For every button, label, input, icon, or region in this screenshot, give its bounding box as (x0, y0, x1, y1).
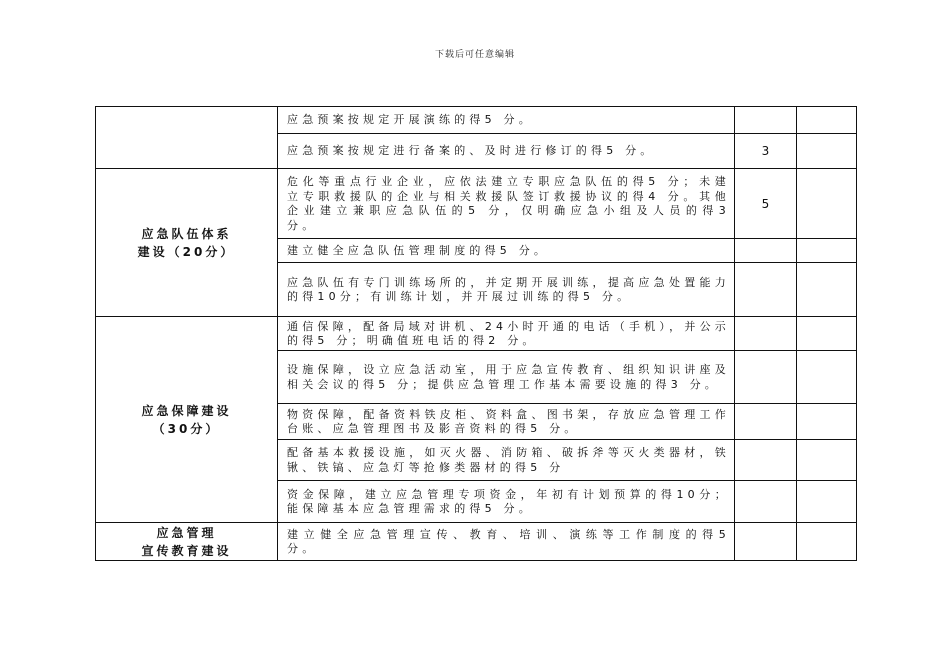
remark-cell (797, 134, 857, 169)
remark-cell (797, 107, 857, 134)
category-cell (96, 169, 278, 317)
criterion-cell: 建立健全应急队伍管理制度的得5 分。 (278, 239, 735, 263)
remark-cell (797, 523, 857, 561)
score-cell (735, 440, 797, 481)
category-line: 应急保障建设 (141, 403, 232, 418)
category-line: （30分） (152, 421, 221, 436)
remark-cell (797, 481, 857, 523)
score-cell (735, 107, 797, 134)
table-row (96, 107, 857, 134)
remark-cell (797, 317, 857, 351)
criterion-cell: 通信保障，配备局域对讲机、24小时开通的电话（手机），并公示的得5 分；明确值班电话的得2 分。 (278, 317, 735, 351)
remark-cell (797, 404, 857, 440)
score-cell (735, 239, 797, 263)
table-row (96, 317, 857, 351)
remark-cell (797, 169, 857, 239)
score-cell (735, 523, 797, 561)
page-header-note: 下载后可任意编辑 (434, 50, 515, 60)
category-cell (96, 523, 278, 561)
score-cell (735, 317, 797, 351)
remark-cell (797, 239, 857, 263)
category-cell (96, 317, 278, 523)
criterion-cell: 设施保障，设立应急活动室，用于应急宣传教育、组织知识讲座及相关会议的得5 分；提供应急管理工作基本需要设施的得3 分。 (278, 351, 735, 404)
category-line: 宣传教育建设 (141, 543, 232, 558)
criterion-cell: 应急队伍有专门训练场所的，并定期开展训练，提高应急处置能力的得10分；有训练计划，并开展过训练的得5 分。 (278, 263, 735, 317)
remark-cell (797, 263, 857, 317)
remark-cell (797, 440, 857, 481)
score-cell (735, 263, 797, 317)
remark-cell (797, 351, 857, 404)
criterion-cell: 资金保障，建立应急管理专项资金，年初有计划预算的得10分；能保障基本应急管理需求的得5 分。 (278, 481, 735, 523)
criterion-cell: 危化等重点行业企业，应依法建立专职应急队伍的得5 分；未建立专职救援队的企业与相关救援队签订救援协议的得4 分。其他企业建立兼职应急队伍的5 分，仅明确应急小组及人员的得3 分。 (278, 169, 735, 239)
score-cell (735, 481, 797, 523)
category-line: 应急管理 (156, 525, 217, 540)
evaluation-table (95, 106, 857, 561)
table-row (96, 523, 857, 561)
criterion-cell: 配备基本救援设施，如灭火器、消防箱、破拆斧等灭火类器材，铁锹、铁镐、应急灯等抢修类器材的得5 分 (278, 440, 735, 481)
category-line: 应急队伍体系 (141, 226, 232, 241)
table-row (96, 169, 857, 239)
category-line: 建设（20分） (137, 244, 236, 259)
score-cell: 5 (735, 169, 797, 239)
criterion-cell: 应急预案按规定开展演练的得5 分。 (278, 107, 735, 134)
criterion-cell: 应急预案按规定进行备案的、及时进行修订的得5 分。 (278, 134, 735, 169)
category-cell (96, 107, 278, 169)
score-cell: 3 (735, 134, 797, 169)
criterion-cell: 建立健全应急管理宣传、教育、培训、演练等工作制度的得5 分。 (278, 523, 735, 561)
score-cell (735, 351, 797, 404)
criterion-cell: 物资保障，配备资料铁皮柜、资料盒、图书架，存放应急管理工作台账、应急管理图书及影音资料的得5 分。 (278, 404, 735, 440)
score-cell (735, 404, 797, 440)
